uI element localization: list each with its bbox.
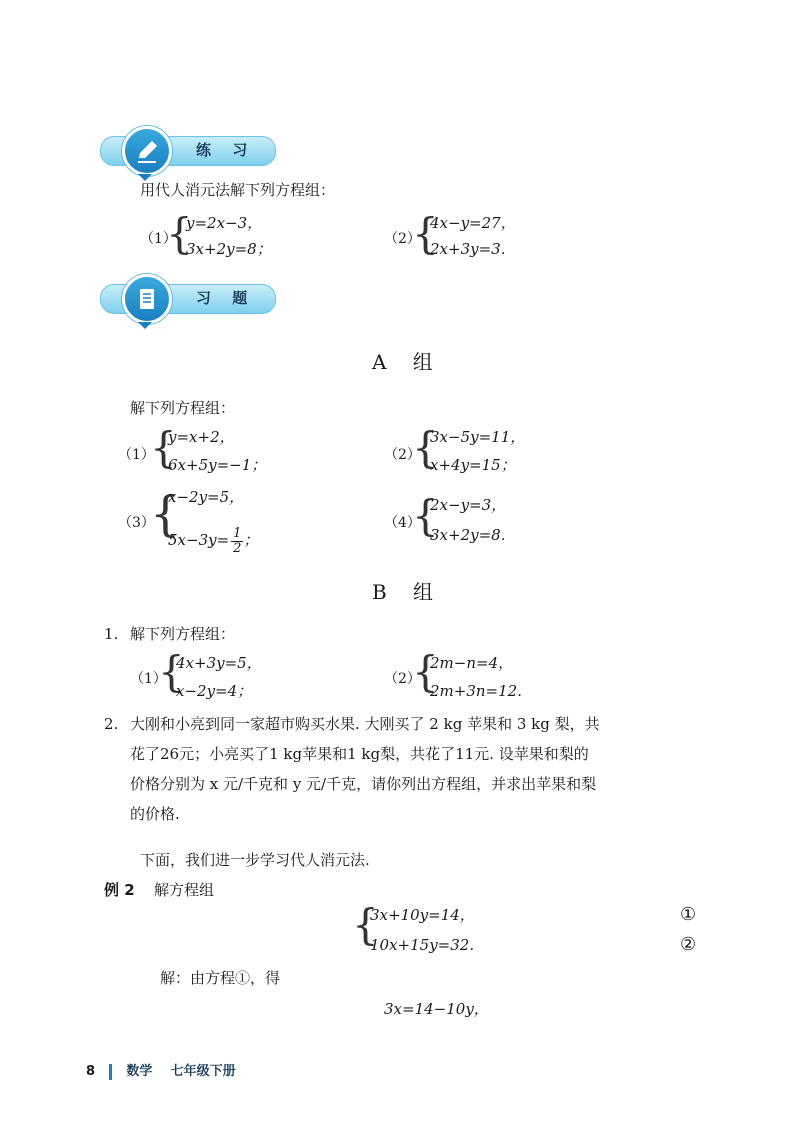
practice-instruction: 用代人消元法解下列方程组： [140, 181, 336, 199]
exercises-banner [100, 274, 276, 326]
group-b-2-eq1: 2m−n=4， [430, 654, 514, 672]
practice-1-num: （1） [140, 231, 177, 247]
exercises-banner-label: 习 题 [196, 289, 256, 307]
group-a-4-eq1: 2x−y=3， [430, 496, 507, 514]
group-a-2-eq1: 3x−5y=11， [430, 428, 526, 446]
group-b-1-num: （1） [130, 671, 167, 687]
group-b-q2-line-4: 的价格. [130, 805, 180, 823]
solution-eq: 3x=14−10y， [384, 1000, 489, 1018]
page-footer [86, 1060, 236, 1080]
group-a-instruction: 解下列方程组： [130, 399, 236, 417]
solution-line: 解：由方程①，得 [160, 969, 281, 987]
example-eq2: 10x+15y=32. [370, 936, 475, 954]
brace: { [412, 491, 439, 540]
group-b-q2-line-2: 花了26元；小亮买了1 kg苹果和1 kg梨，共花了11元. 设苹果和梨的 [130, 745, 589, 763]
group-b-q1-text: 解下列方程组： [130, 625, 236, 643]
brace: { [150, 486, 181, 542]
example-label: 例 2 [104, 881, 135, 899]
group-b-2-num: （2） [384, 671, 421, 687]
marker-2: ② [680, 934, 697, 955]
pencil-icon [122, 126, 172, 176]
brace: { [412, 647, 439, 696]
practice-2-eq2: 2x+3y=3. [430, 240, 506, 258]
intro-text: 下面，我们进一步学习代人消元法. [140, 851, 370, 869]
footer-divider [109, 1064, 112, 1080]
example-title: 解方程组 [154, 881, 215, 899]
group-a-title: A 组 [372, 350, 443, 374]
page-number: 8 [86, 1064, 96, 1079]
group-b-1-eq1: 4x+3y=5， [176, 654, 262, 672]
group-b-2-eq2: 2m+3n=12. [430, 682, 522, 700]
brace: { [158, 647, 185, 696]
brace: { [150, 423, 177, 472]
group-a-4-eq2: 3x+2y=8. [430, 526, 506, 544]
footer-subject: 数学 [126, 1064, 153, 1079]
practice-banner-label: 练 习 [196, 141, 256, 159]
group-a-1-eq1: y=x+2， [168, 428, 235, 446]
brace: { [352, 900, 379, 949]
practice-1-eq2: 3x+2y=8； [186, 240, 272, 258]
marker-1: ① [680, 904, 697, 925]
group-b-q2-line-3: 价格分别为 x 元/千克和 y 元/千克，请你列出方程组，并求出苹果和梨 [130, 775, 597, 793]
group-b-title: B 组 [372, 580, 444, 604]
practice-banner [100, 126, 276, 178]
group-b-q2-line-1: 大刚和小亮到同一家超市购买水果. 大刚买了 2 kg 苹果和 3 kg 梨，共 [130, 715, 600, 733]
brace: { [412, 423, 439, 472]
group-b-q1-label: 1. [104, 625, 119, 643]
group-a-4-num: （4） [384, 515, 421, 531]
group-a-2-eq2: x+4y=15； [430, 456, 516, 474]
notebook-icon [122, 274, 172, 324]
group-a-3-eq1: x−2y=5， [168, 488, 245, 506]
practice-2-num: （2） [384, 231, 421, 247]
brace: { [412, 209, 439, 258]
group-a-1-num: （1） [118, 447, 155, 463]
example-eq1: 3x+10y=14， [370, 906, 475, 924]
practice-2-eq1: 4x−y=27， [430, 214, 516, 232]
group-b-1-eq2: x−2y=4； [176, 682, 253, 700]
group-b-q2-label: 2. [104, 715, 119, 733]
brace: { [166, 209, 193, 258]
practice-1-eq1: y=2x−3， [186, 214, 263, 232]
group-a-1-eq2: 6x+5y=−1； [168, 456, 267, 474]
group-a-3-num: （3） [118, 515, 155, 531]
group-a-2-num: （2） [384, 447, 421, 463]
group-a-3-eq2: 5x−3y= $\frac{1}{2}$ ； [168, 525, 259, 556]
footer-book: 七年级下册 [170, 1064, 236, 1079]
fraction-one-half: $\frac{1}{2}$ [233, 525, 242, 556]
